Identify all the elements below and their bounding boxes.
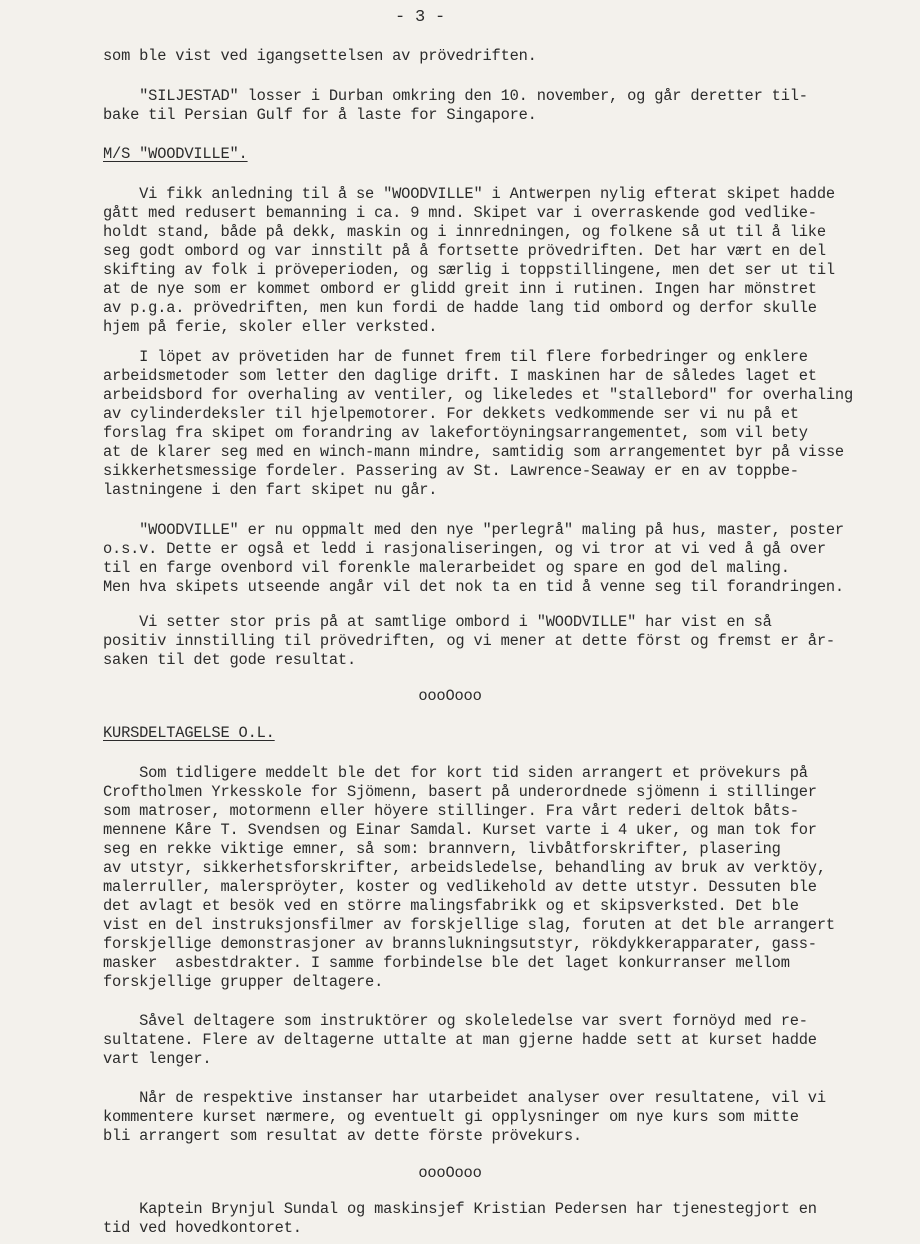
- text-line: positiv innstilling til prövedriften, og vi mener at dette först og fremst er år-: [103, 632, 835, 650]
- text-line: seg en rekke viktige emner, så som: brannvern, livbåtforskrifter, plasering: [103, 840, 781, 858]
- text-line: "WOODVILLE" er nu oppmalt med den nye "perlegrå" maling på hus, master, poster: [103, 521, 844, 539]
- text-line: I löpet av prövetiden har de funnet frem til flere forbedringer og enklere: [103, 348, 808, 366]
- text-line: Kaptein Brynjul Sundal og maskinsjef Kristian Pedersen har tjenestegjort en: [103, 1200, 817, 1218]
- text-line: saken til det gode resultat.: [103, 651, 357, 669]
- text-line: Som tidligere meddelt ble det for kort tid siden arrangert et prövekurs på: [103, 764, 808, 782]
- text-line: masker asbestdrakter. I samme forbindelse ble det laget konkurranser mellom: [103, 954, 790, 972]
- text-line: Vi fikk anledning til å se "WOODVILLE" i Antwerpen nylig efterat skipet hadde: [103, 185, 835, 203]
- text-line: av utstyr, sikkerhetsforskrifter, arbeidsledelse, behandling av bruk av verktöy,: [103, 859, 826, 877]
- text-line: malerruller, malerspröyter, koster og vedlikehold av dette utstyr. Dessuten ble: [103, 878, 817, 896]
- text-line: Vi setter stor pris på at samtlige ombord i "WOODVILLE" har vist en så: [103, 613, 772, 631]
- text-line: at de klarer seg med en winch-mann mindre, samtidig som arrangementet byr på visse: [103, 443, 844, 461]
- section-heading-kursdeltagelse: KURSDELTAGELSE O.L.: [103, 724, 275, 742]
- text-line: bli arrangert som resultat av dette förste prövekurs.: [103, 1127, 582, 1145]
- text-line: Såvel deltagere som instruktörer og skoleledelse var svert fornöyd med re-: [103, 1012, 808, 1030]
- text-line: som matroser, motormenn eller höyere stillinger. Fra vårt rederi deltok båts-: [103, 802, 799, 820]
- page-number: - 3 -: [394, 8, 445, 27]
- text-line: o.s.v. Dette er også et ledd i rasjonaliseringen, og vi tror at vi ved å gå over: [103, 540, 826, 558]
- text-line: som ble vist ved igangsettelsen av prövedriften.: [103, 47, 537, 65]
- text-line: Croftholmen Yrkesskole for Sjömenn, basert på underordnede sjömenn i stillinger: [103, 783, 817, 801]
- text-line: gått med redusert bemanning i ca. 9 mnd. Skipet var i overraskende god vedlike-: [103, 204, 817, 222]
- text-line: lastningene i den fart skipet nu går.: [103, 481, 438, 499]
- text-line: av p.g.a. prövedriften, men kun fordi de hadde lang tid ombord og derfor skulle: [103, 299, 817, 317]
- text-line: vart lenger.: [103, 1050, 212, 1068]
- text-line: at de nye som er kommet ombord er glidd greit inn i rutinen. Ingen har mönstret: [103, 280, 817, 298]
- text-line: arbeidsbord for overhaling av ventiler, og likeledes et "stallebord" for overhaling: [103, 386, 853, 404]
- text-line: skifting av folk i pröveperioden, og særlig i toppstillingene, men det ser ut til: [103, 261, 835, 279]
- text-line: tid ved hovedkontoret.: [103, 1219, 302, 1237]
- text-line: sultatene. Flere av deltagerne uttalte at man gjerne hadde sett at kurset hadde: [103, 1031, 817, 1049]
- text-line: forskjellige demonstrasjoner av brannslukningsutstyr, rökdykkerapparater, gass-: [103, 935, 817, 953]
- text-line: til en farge ovenbord vil forenkle malerarbeidet og spare en god del maling.: [103, 559, 790, 577]
- text-line: mennene Kåre T. Svendsen og Einar Samdal. Kurset varte i 4 uker, og man tok for: [103, 821, 817, 839]
- text-line: bake til Persian Gulf for å laste for Singapore.: [103, 106, 537, 124]
- text-line: arbeidsmetoder som letter den daglige drift. I maskinen har de således laget et: [103, 367, 817, 385]
- text-line: forskjellige grupper deltagere.: [103, 973, 384, 991]
- section-separator: oooOooo: [418, 1164, 482, 1182]
- text-line: av cylinderdeksler til hjelpemotorer. For dekkets vedkommende ser vi nu på et: [103, 405, 799, 423]
- text-line: kommentere kurset nærmere, og eventuelt gi opplysninger om nye kurs som mitte: [103, 1108, 799, 1126]
- text-line: Når de respektive instanser har utarbeidet analyser over resultatene, vil vi: [103, 1089, 826, 1107]
- text-line: "SILJESTAD" losser i Durban omkring den 10. november, og går deretter til-: [103, 87, 808, 105]
- text-line: seg godt ombord og var innstilt på å fortsette prövedriften. Det har vært en del: [103, 242, 826, 260]
- text-line: Men hva skipets utseende angår vil det nok ta en tid å venne seg til forandringen.: [103, 578, 844, 596]
- text-line: vist en del instruksjonsfilmer av forskjellige slag, foruten at det ble arrangert: [103, 916, 835, 934]
- section-separator: oooOooo: [418, 687, 482, 705]
- text-line: hjem på ferie, skoler eller verksted.: [103, 318, 438, 336]
- text-line: holdt stand, både på dekk, maskin og i innredningen, og folkene så ut til å like: [103, 223, 826, 241]
- text-line: det avlagt et besök ved en större malingsfabrikk og et skipsverksted. Det ble: [103, 897, 799, 915]
- section-heading-woodville: M/S "WOODVILLE".: [103, 145, 248, 163]
- text-line: forslag fra skipet om forandring av lakefortöyningsarrangementet, som vil bety: [103, 424, 808, 442]
- text-line: sikkerhetsmessige fordeler. Passering av St. Lawrence-Seaway er en av toppbe-: [103, 462, 799, 480]
